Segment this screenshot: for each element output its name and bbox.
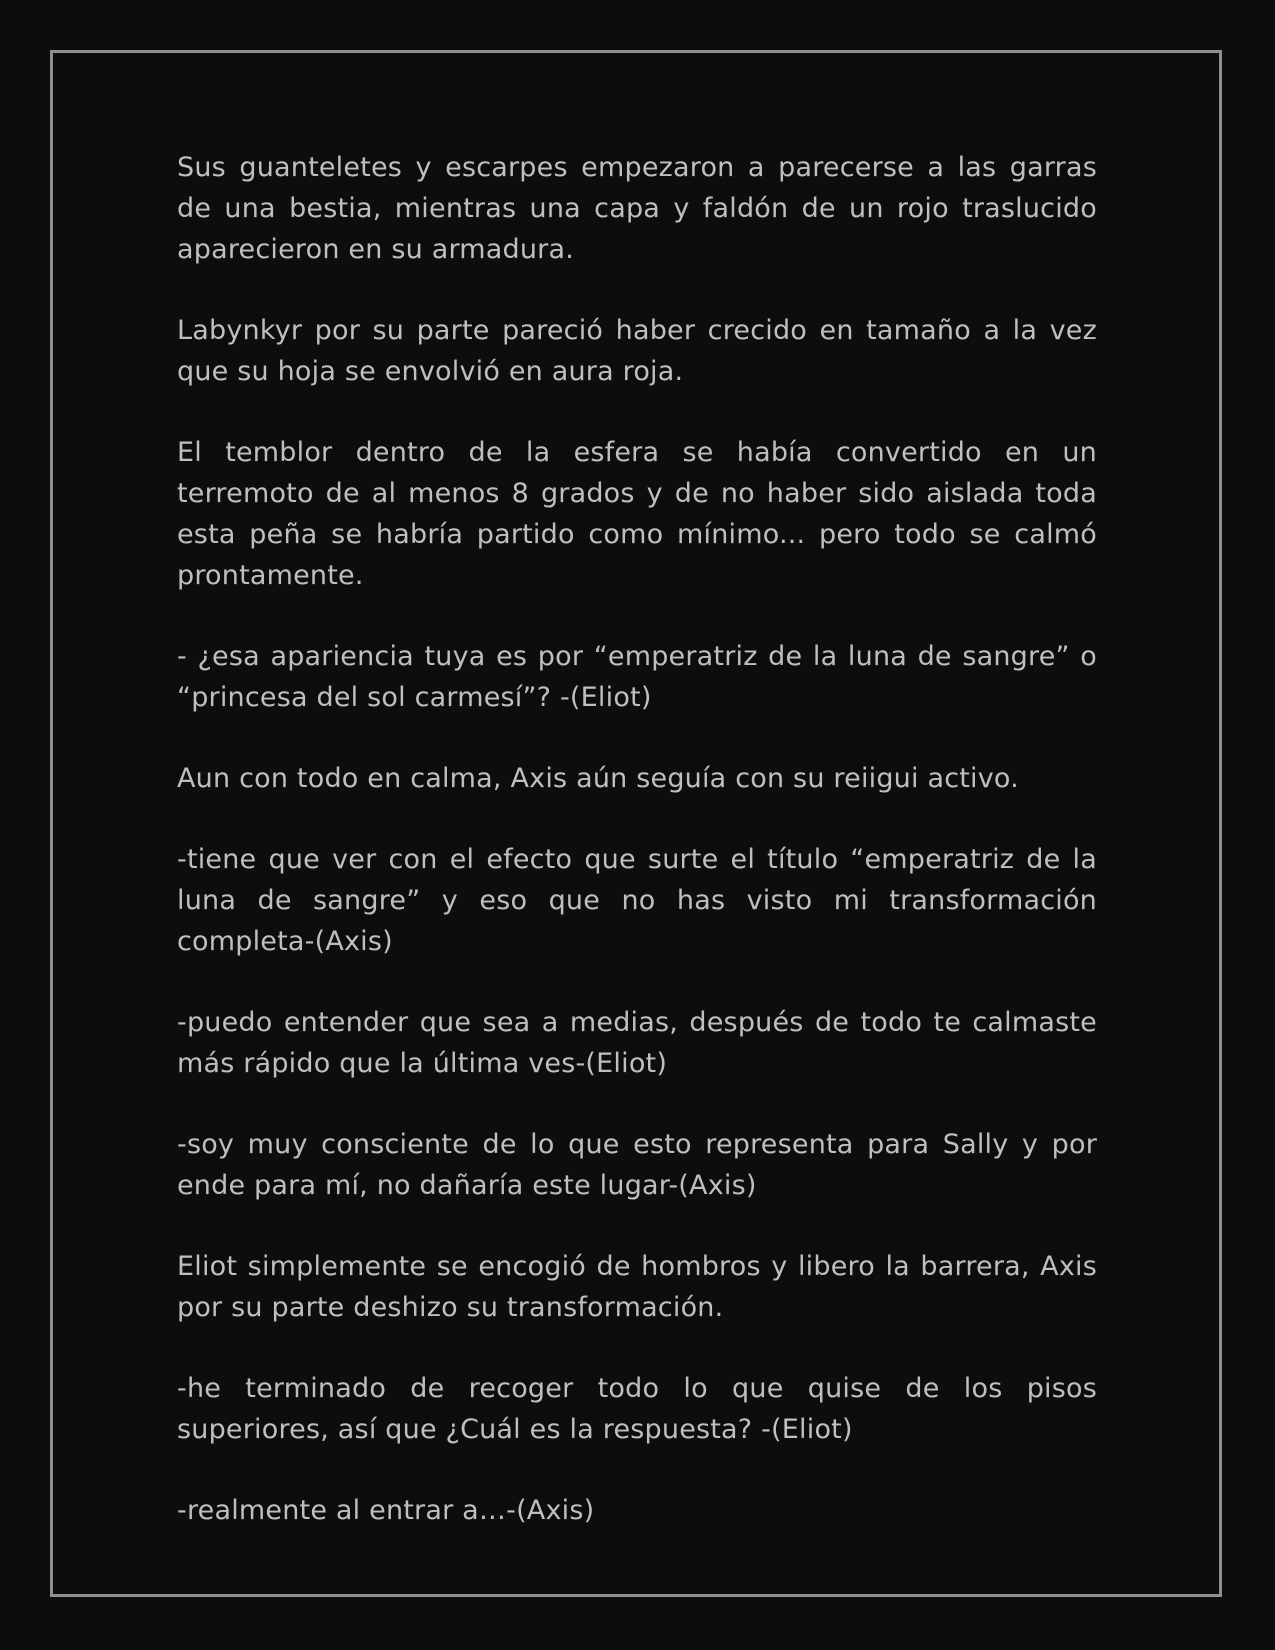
paragraph: -soy muy consciente de lo que esto representa para Sally y por ende para mí, no dañaría este lugar-(Axis)	[177, 1129, 1097, 1201]
paragraph: -tiene que ver con el efecto que surte el título “emperatriz de la luna de sangre” y eso que no has visto mi transformación completa-(Axis)	[177, 844, 1097, 957]
paragraph: Aun con todo en calma, Axis aún seguía con su reiigui activo.	[177, 763, 1019, 794]
paragraph: El temblor dentro de la esfera se había convertido en un terremoto de al menos 8 grados y de no haber sido aislada toda esta peña se habría partido como mínimo... pero todo se calmó prontamente.	[177, 437, 1097, 591]
document-body	[177, 147, 1097, 1531]
paragraph: Sus guanteletes y escarpes empezaron a parecerse a las garras de una bestia, mientras una capa y faldón de un rojo traslucido aparecieron en su armadura.	[177, 152, 1097, 265]
paragraph: -realmente al entrar a…-(Axis)	[177, 1495, 595, 1526]
paragraph: Labynkyr por su parte pareció haber crecido en tamaño a la vez que su hoja se envolvió en aura roja.	[177, 315, 1097, 387]
paragraph: -puedo entender que sea a medias, después de todo te calmaste más rápido que la última ves-(Eliot)	[177, 1007, 1097, 1079]
paragraph: Eliot simplemente se encogió de hombros y libero la barrera, Axis por su parte deshizo su transformación.	[177, 1251, 1097, 1323]
paragraph: -he terminado de recoger todo lo que quise de los pisos superiores, así que ¿Cuál es la respuesta? -(Eliot)	[177, 1373, 1097, 1445]
paragraph: - ¿esa apariencia tuya es por “emperatriz de la luna de sangre” o “princesa del sol carmesí”? -(Eliot)	[177, 641, 1097, 713]
